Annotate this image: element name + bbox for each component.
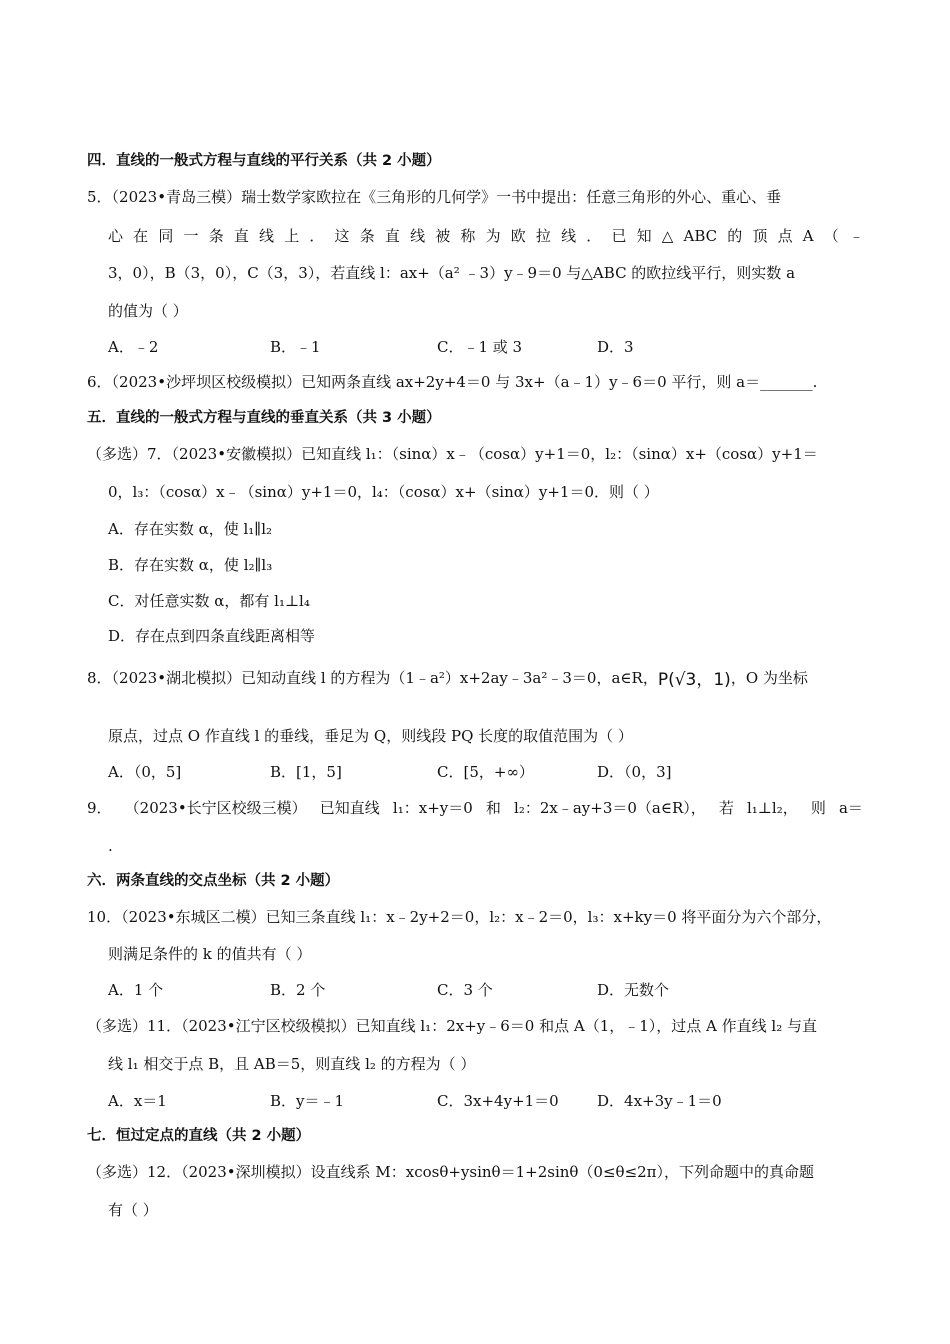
- q5-option-b: B．﹣1: [270, 338, 321, 356]
- q9-line2: .: [108, 837, 113, 855]
- q5-line2-token: 心: [108, 227, 124, 245]
- q11-option-d: D．4x+3y﹣1＝0: [597, 1092, 722, 1110]
- q9-line1-token: l₁：x+y＝0: [392, 799, 473, 817]
- q5-line2-token: ．: [586, 227, 602, 245]
- q5-option-a: A．﹣2: [108, 338, 159, 356]
- section-heading-6: 六．两条直线的交点坐标（共 2 小题）: [87, 873, 340, 889]
- q7-option-d: D．存在点到四条直线距离相等: [108, 627, 316, 645]
- q5-line2-token: 线: [259, 227, 275, 245]
- q11-option-a: A．x＝1: [108, 1092, 167, 1110]
- q5-line2-token: 拉: [535, 227, 551, 245]
- q5-option-d: D．3: [597, 338, 634, 356]
- q12-line2: 有（ ）: [108, 1201, 158, 1219]
- point-p-formula: P(√3，1): [657, 670, 731, 690]
- q9-line1-token: l₂：2x﹣ay+3＝0（a∈R），: [514, 799, 706, 817]
- q10-option-c: C．3 个: [437, 981, 493, 999]
- q5-line2-token: ﹣: [848, 227, 864, 245]
- q5-line2-token: 的: [727, 227, 743, 245]
- q5-line2-token: 欧: [510, 227, 526, 245]
- q9-line1-token: 若: [718, 799, 734, 817]
- q9-line1-token: l₁⊥l₂，: [746, 799, 798, 817]
- q5-line2-token: （: [823, 227, 839, 245]
- q5-line2: [108, 226, 864, 246]
- q9-line1-token: 则: [810, 799, 826, 817]
- q5-line2-token: 称: [460, 227, 476, 245]
- q5-line2-token: A: [802, 227, 814, 245]
- q11-option-b: B．y＝﹣1: [270, 1092, 345, 1110]
- section-heading-4: 四．直线的一般式方程与直线的平行关系（共 2 小题）: [87, 153, 441, 169]
- q7-option-b: B．存在实数 α，使 l₂∥l₃: [108, 556, 273, 574]
- q9-line1-token: 和: [485, 799, 501, 817]
- q10-line1: 10．（2023•东城区二模）已知三条直线 l₁：x﹣2y+2＝0，l₂：x﹣2＝0，l₃：x+ky＝0 将平面分为六个部分，: [87, 908, 832, 926]
- q5-line4: 的值为（ ）: [108, 302, 188, 320]
- q8-line2: 原点，过点 O 作直线 l 的垂线，垂足为 Q，则线段 PQ 长度的取值范围为（ ）: [108, 727, 633, 745]
- q5-line2-token: 这: [334, 227, 350, 245]
- q5-line3: 3，0），B（3，0），C（3，3），若直线 l：ax+（a² ﹣3）y﹣9＝0 与△ABC 的欧拉线平行，则实数 a: [108, 264, 796, 282]
- q8-option-a: A．（0，5]: [108, 763, 182, 781]
- q7-line1: （多选）7．（2023•安徽模拟）已知直线 l₁：（sinα）x﹣（cosα）y+1＝0，l₂：（sinα）x+（cosα）y+1＝: [87, 445, 818, 463]
- q5-line2-token: 条: [208, 227, 224, 245]
- q5-line2-token: 已: [611, 227, 627, 245]
- q5-line2-token: 上: [284, 227, 300, 245]
- q7-line2: 0，l₃：（cosα）x﹣（sinα）y+1＝0，l₄：（cosα）x+（sinα）y+1＝0．则（ ）: [108, 483, 659, 501]
- q5-line2-token: 在: [133, 227, 149, 245]
- q9-line1: [87, 798, 863, 818]
- q5-line2-token: 为: [485, 227, 501, 245]
- q5-line2-token: 知: [636, 227, 652, 245]
- q5-line2-token: 同: [158, 227, 174, 245]
- q5-line1: 5．（2023•青岛三模）瑞士数学家欧拉在《三角形的几何学》一书中提出：任意三角形的外心、重心、垂: [87, 188, 782, 206]
- q8-line1-tail: ，O 为坐标: [730, 669, 808, 687]
- q11-line1: （多选）11．（2023•江宁区校级模拟）已知直线 l₁：2x+y﹣6＝0 和点 A（1，﹣1），过点 A 作直线 l₂ 与直: [87, 1017, 817, 1035]
- q8-option-c: C．[5，+∞）: [437, 763, 534, 781]
- q5-line2-token: 点: [777, 227, 793, 245]
- q10-option-b: B．2 个: [270, 981, 326, 999]
- q5-line2-token: 条: [359, 227, 375, 245]
- q6-line1: 6．（2023•沙坪坝区校级模拟）已知两条直线 ax+2y+4＝0 与 3x+（a﹣1）y﹣6＝0 平行，则 a＝_______.: [87, 373, 818, 391]
- q8-line1: [87, 668, 808, 690]
- q5-line2-token: ABC: [683, 227, 718, 245]
- q5-option-c: C．﹣1 或 3: [437, 338, 523, 356]
- q5-line2-token: 直: [384, 227, 400, 245]
- section-heading-5: 五．直线的一般式方程与直线的垂直关系（共 3 小题）: [87, 410, 441, 426]
- q5-line2-token: 被: [435, 227, 451, 245]
- q5-line2-token: 线: [410, 227, 426, 245]
- q10-option-d: D．无数个: [597, 981, 670, 999]
- q5-line2-token: 一: [183, 227, 199, 245]
- q9-line1-token: 已知直线: [319, 799, 380, 817]
- q8-option-b: B．[1，5]: [270, 763, 342, 781]
- q5-line2-token: 直: [233, 227, 249, 245]
- q8-option-d: D．（0，3]: [597, 763, 672, 781]
- q7-option-a: A．存在实数 α，使 l₁∥l₂: [108, 520, 273, 538]
- q7-option-c: C．对任意实数 α，都有 l₁⊥l₄: [108, 592, 310, 610]
- q10-line2: 则满足条件的 k 的值共有（ ）: [108, 945, 312, 963]
- q8-line1-text: 8．（2023•湖北模拟）已知动直线 l 的方程为（1﹣a²）x+2ay﹣3a²﹣3＝0，a∈R，: [87, 669, 658, 687]
- q9-line1-token: a＝: [838, 799, 863, 817]
- q9-line1-token: （2023•长宁区校级三模）: [124, 799, 307, 817]
- q5-line2-token: ．: [309, 227, 325, 245]
- q12-line1: （多选）12．（2023•深圳模拟）设直线系 M：xcosθ+ysinθ＝1+2sinθ（0≤θ≤2π），下列命题中的真命题: [87, 1163, 815, 1181]
- section-heading-7: 七．恒过定点的直线（共 2 小题）: [87, 1128, 311, 1144]
- q11-line2: 线 l₁ 相交于点 B，且 AB＝5，则直线 l₂ 的方程为（ ）: [108, 1055, 476, 1073]
- q5-line2-token: 线: [561, 227, 577, 245]
- q10-option-a: A．1 个: [108, 981, 164, 999]
- q11-option-c: C．3x+4y+1＝0: [437, 1092, 559, 1110]
- q9-line1-token: 9．: [87, 799, 112, 817]
- q5-line2-token: △: [661, 227, 674, 245]
- q5-line2-token: 顶: [752, 227, 768, 245]
